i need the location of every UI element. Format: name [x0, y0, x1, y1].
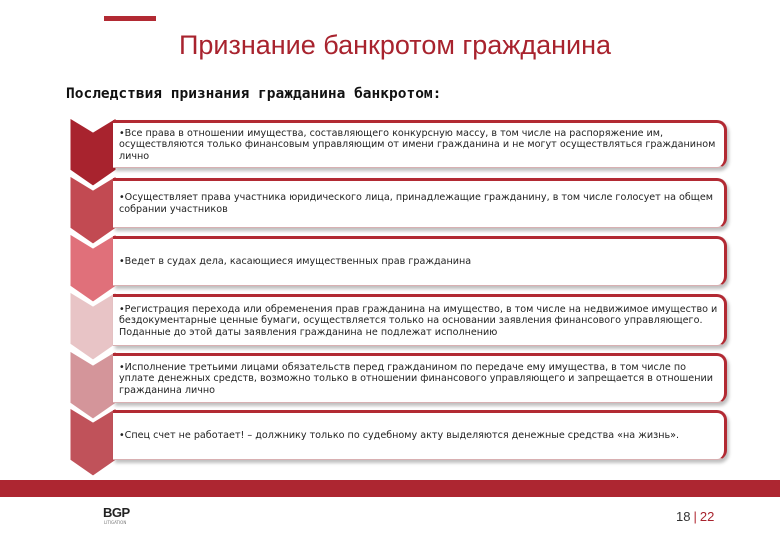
- list-item: [113, 294, 727, 346]
- list-item: [113, 236, 727, 286]
- list-item-text: •Исполнение третьими лицами обязательств перед гражданином по передаче ему имущества, в том числе по уплате денежных средств, возможно только в отношении финансового управляющего и запрещается в отношении гражданина лично: [119, 361, 713, 396]
- list-item: [113, 120, 727, 168]
- list-item: [113, 178, 727, 228]
- list-item: [113, 410, 727, 460]
- title-accent-bar: [104, 16, 156, 21]
- list-item-text: •Осуществляет права участника юридического лица, принадлежащие гражданину, в том числе голосует на общем собрании участников: [119, 192, 713, 215]
- list-item-text: •Ведет в судах дела, касающиеся имущественных прав гражданина: [119, 256, 472, 268]
- bgp-logo-subtitle: LITIGATION: [104, 520, 127, 525]
- chevron-icon: [70, 408, 116, 476]
- list-item-text: •Спец счет не работает! – должнику только по судебному акту выделяются денежные средства «на жизнь».: [119, 430, 680, 442]
- current-page: 18: [676, 509, 691, 524]
- page-number: 18 | 22: [676, 509, 715, 524]
- list-item: [113, 353, 727, 403]
- list-item-text: •Все права в отношении имущества, составляющего конкурсную массу, в том числе на распоряжение им, осуществляются только финансовым управляющим от имени гражданина и не могут осуществляться гражданином лично: [119, 127, 716, 162]
- footer-bar: [0, 480, 780, 497]
- list-item-text: •Регистрация перехода или обременения прав гражданина на имущество, в том числе на недвижимое имущество и бездокументарные ценные бумаги, осуществляется только на основании заявления финансового управляющего. Поданные до этой даты заявления гражданина не подлежат исполнению: [119, 303, 718, 338]
- total-pages: 22: [699, 509, 715, 524]
- bgp-logo: BGP: [103, 505, 130, 520]
- slide-title: Признание банкротом гражданина: [178, 30, 612, 60]
- slide-subtitle: Последствия признания гражданина банкротом:: [66, 86, 442, 102]
- chevron-icon: [70, 292, 116, 360]
